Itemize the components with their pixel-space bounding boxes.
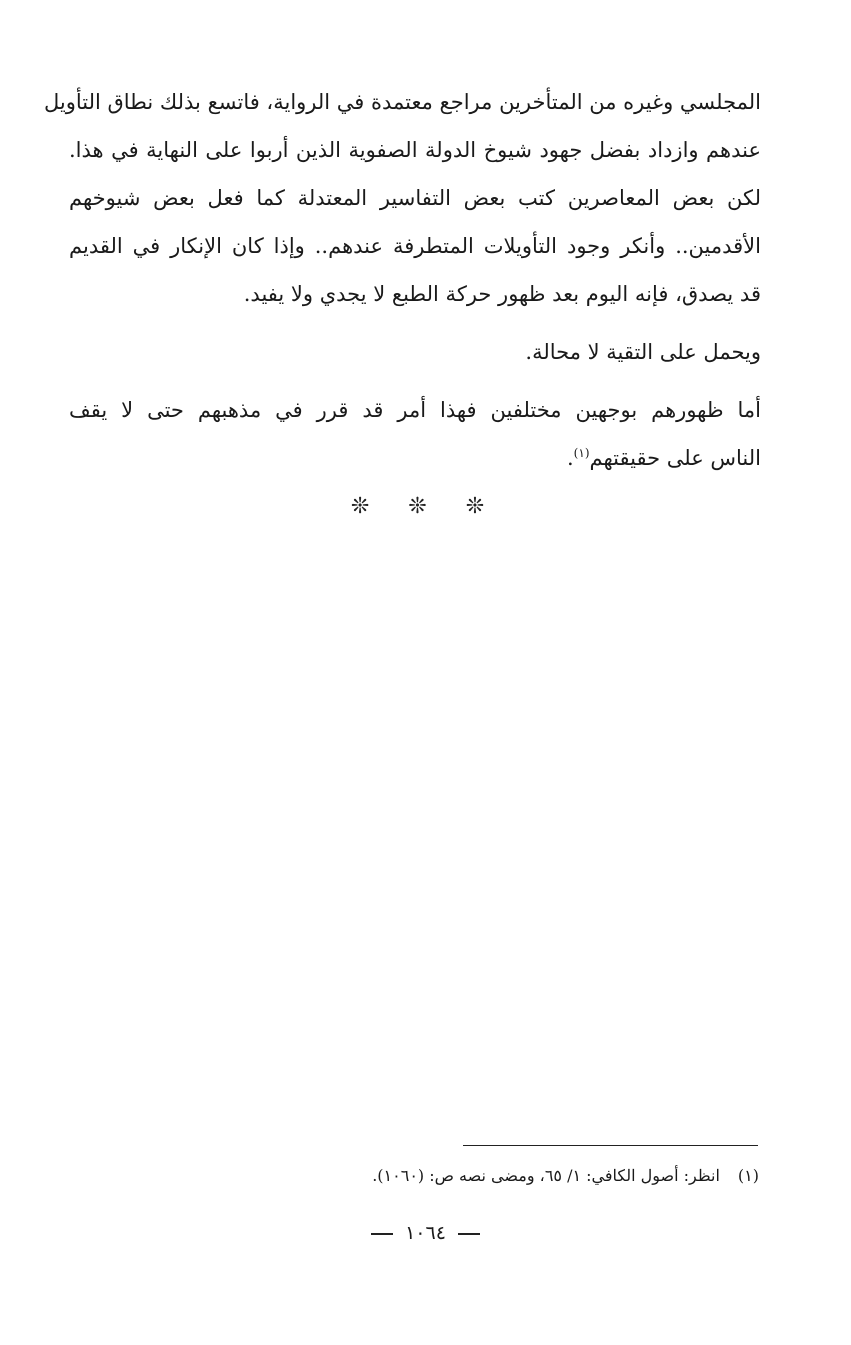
footnote-reference[interactable]: (١) bbox=[573, 446, 590, 460]
text-line: الأقدمين.. وأنكر وجود التأويلات المتطرفة عندهم.. وإذا كان الإنكار في القديم bbox=[69, 234, 761, 258]
page-number-value: ١٠٦٤ bbox=[405, 1222, 446, 1244]
text-line: لكن بعض المعاصرين كتب بعض التفاسير المعتدلة كما فعل بعض شيوخهم bbox=[69, 186, 761, 210]
paragraph-gap bbox=[69, 318, 761, 328]
text-line: المجلسي وغيره من المتأخرين مراجع معتمدة في الرواية، فاتسع بذلك نطاق التأويل bbox=[43, 90, 761, 114]
text-line: عندهم وازداد بفضل جهود شيوخ الدولة الصفوية الذين أربوا على النهاية في هذا. bbox=[69, 138, 761, 162]
text-line: قد يصدق، فإنه اليوم بعد ظهور حركة الطبع لا يجدي ولا يفيد. bbox=[243, 282, 761, 306]
paragraph-gap bbox=[69, 376, 761, 386]
text-line: أما ظهورهم بوجهين مختلفين فهذا أمر قد قرر في مذهبهم حتى لا يقف bbox=[69, 398, 761, 422]
footnote bbox=[67, 1164, 759, 1188]
footnote-rule bbox=[463, 1145, 758, 1146]
main-text bbox=[43, 78, 761, 482]
text-fragment: الناس على حقيقتهم bbox=[589, 446, 761, 470]
footnote-number: (١) bbox=[737, 1166, 759, 1185]
footnote-text: انظر: أصول الكافي: ١/ ٦٥، ومضى نصه ص: (١٠٦٠). bbox=[372, 1166, 720, 1185]
text-line-with-footnote bbox=[69, 434, 761, 482]
dash-left bbox=[371, 1233, 393, 1235]
end-punctuation: . bbox=[566, 446, 574, 470]
page-number bbox=[0, 1222, 851, 1244]
dash-right bbox=[458, 1233, 480, 1235]
text-line: ويحمل على التقية لا محالة. bbox=[525, 340, 761, 364]
section-separator: ❊ ❊ ❊ bbox=[350, 494, 501, 519]
